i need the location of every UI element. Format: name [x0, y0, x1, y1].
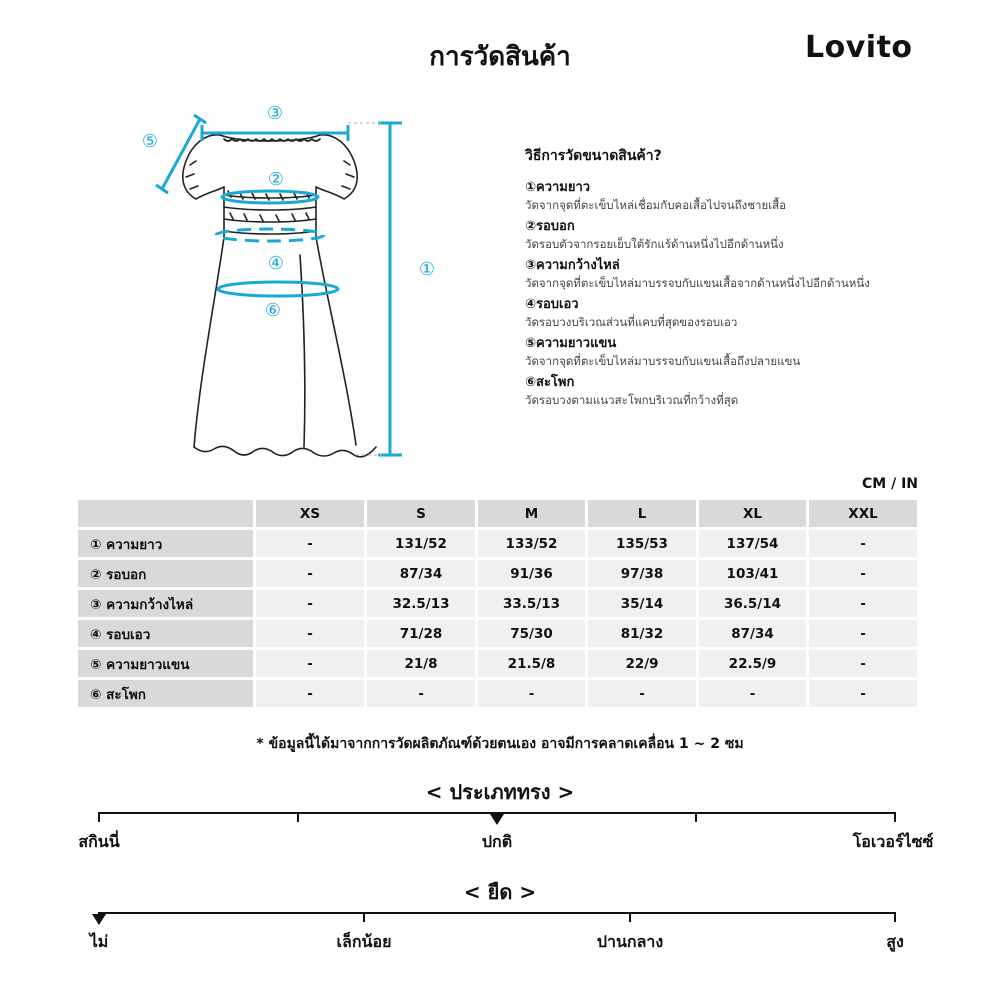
fit-scale-line [98, 812, 896, 814]
guide-item-desc: วัดรอบวงตามแนวสะโพกบริเวณที่กว้างที่สุด [525, 393, 739, 407]
guide-item-desc: วัดรอบวงบริเวณส่วนที่แคบที่สุดของรอบเอว [525, 315, 738, 329]
table-cell: - [809, 560, 917, 587]
column-header: S [367, 500, 475, 527]
fit-label-regular: ปกติ [481, 832, 513, 851]
table-cell: 87/34 [367, 560, 475, 587]
marker-shoulder: ③ [266, 103, 284, 124]
guide-item-heading: ②รอบอก [525, 219, 575, 234]
table-cell: - [588, 680, 696, 707]
table-row [78, 620, 917, 647]
guide-item [525, 296, 965, 331]
guide-item-heading: ③ความกว้างไหล่ [525, 258, 620, 273]
table-cell: - [809, 620, 917, 647]
guide-item-heading: ⑤ความยาวแขน [525, 336, 617, 351]
table-cell: 87/34 [699, 620, 806, 647]
stretch-label-high: สูง [886, 932, 904, 951]
row-label: ① ความยาว [78, 530, 253, 557]
guide-item [525, 335, 965, 370]
table-cell: 103/41 [699, 560, 806, 587]
scale-tick [297, 812, 299, 822]
row-label: ④ รอบเอว [78, 620, 253, 647]
table-cell: 32.5/13 [367, 590, 475, 617]
measurement-guide [525, 145, 965, 413]
table-cell: 133/52 [478, 530, 585, 557]
table-row [78, 530, 917, 557]
scale-tick [894, 912, 896, 922]
guide-item-heading: ④รอบเอว [525, 297, 579, 312]
table-row [78, 650, 917, 677]
dress-illustration [120, 95, 460, 475]
guide-item [525, 374, 965, 409]
table-cell: - [809, 650, 917, 677]
column-header: XL [699, 500, 806, 527]
table-cell: 135/53 [588, 530, 696, 557]
row-label: ⑥ สะโพก [78, 680, 253, 707]
scale-tick [98, 912, 100, 922]
table-cell: - [809, 590, 917, 617]
table-cell: - [809, 530, 917, 557]
stretch-label-none: ไม่ [89, 932, 109, 951]
guide-item-heading: ①ความยาว [525, 180, 591, 195]
guide-item-heading: ⑥สะโพก [525, 375, 575, 390]
guide-title: วิธีการวัดขนาดสินค้า? [525, 148, 662, 164]
stretch-label-medium: ปานกลาง [596, 932, 664, 951]
marker-sleeve: ⑤ [141, 131, 159, 152]
dress-outline-icon [120, 95, 460, 475]
stretch-label-slight: เล็กน้อย [336, 932, 392, 951]
row-label: ③ ความกว้างไหล่ [78, 590, 253, 617]
scale-tick [695, 812, 697, 822]
column-header: L [588, 500, 696, 527]
table-row [78, 560, 917, 587]
table-cell: 35/14 [588, 590, 696, 617]
marker-length: ① [418, 259, 436, 280]
page-title: การวัดสินค้า [429, 42, 571, 72]
table-cell: 91/36 [478, 560, 585, 587]
table-cell: - [809, 680, 917, 707]
scale-tick [629, 912, 631, 922]
column-header: M [478, 500, 585, 527]
table-cell: 137/54 [699, 530, 806, 557]
table-corner-cell [78, 500, 253, 527]
table-cell: - [256, 650, 364, 677]
guide-item-desc: วัดจากจุดที่ตะเข็บไหล่มาบรรจบกับแขนเสื้อจากด้านหนึ่งไปอีกด้านหนึ่ง [525, 276, 870, 290]
stretch-scale-line [98, 912, 896, 914]
table-header-row [78, 500, 917, 527]
scale-pointer-icon [490, 814, 504, 825]
table-cell: 81/32 [588, 620, 696, 647]
unit-label: CM / IN [862, 476, 918, 492]
column-header: XS [256, 500, 364, 527]
table-cell: - [367, 680, 475, 707]
guide-item-desc: วัดจากจุดที่ตะเข็บไหล่มาบรรจบกับแขนเสื้อถึงปลายแขน [525, 354, 801, 368]
brand-logo: Lovito [805, 30, 913, 65]
column-header: XXL [809, 500, 917, 527]
guide-item-desc: วัดจากจุดที่ตะเข็บไหล่เชื่อมกับคอเสื้อไปจนถึงชายเสื้อ [525, 198, 787, 212]
table-cell: - [256, 530, 364, 557]
guide-item [525, 179, 965, 214]
table-row [78, 680, 917, 707]
scale-tick [98, 812, 100, 822]
guide-item-desc: วัดรอบตัวจากรอยเย็บใต้รักแร้ด้านหนึ่งไปอีกด้านหนึ่ง [525, 237, 784, 251]
table-cell: - [256, 590, 364, 617]
table-cell: 131/52 [367, 530, 475, 557]
marker-bust: ② [267, 169, 285, 190]
fit-label-skinny: สกินนี่ [78, 832, 120, 851]
table-cell: - [699, 680, 806, 707]
table-cell: - [256, 680, 364, 707]
table-cell: 21.5/8 [478, 650, 585, 677]
table-cell: - [256, 620, 364, 647]
guide-item [525, 218, 965, 253]
marker-waist: ④ [267, 253, 285, 274]
scale-tick [363, 912, 365, 922]
table-cell: 71/28 [367, 620, 475, 647]
table-cell: 21/8 [367, 650, 475, 677]
table-cell: 36.5/14 [699, 590, 806, 617]
disclaimer-note: * ข้อมูลนี้ได้มาจากการวัดผลิตภัณฑ์ด้วยตนเอง อาจมีการคลาดเคลื่อน 1 ~ 2 ซม [256, 736, 744, 752]
table-cell: - [478, 680, 585, 707]
fit-label-oversize: โอเวอร์ไซซ์ [852, 832, 934, 851]
size-table [75, 497, 920, 710]
scale-pointer-icon [92, 914, 106, 925]
row-label: ② รอบอก [78, 560, 253, 587]
marker-hip: ⑥ [264, 300, 282, 321]
stretch-scale-title: < ยืด > [463, 880, 537, 904]
fit-scale-title: < ประเภททรง > [425, 780, 575, 804]
row-label: ⑤ ความยาวแขน [78, 650, 253, 677]
guide-item [525, 257, 965, 292]
table-cell: 22.5/9 [699, 650, 806, 677]
table-cell: 75/30 [478, 620, 585, 647]
table-cell: 22/9 [588, 650, 696, 677]
table-row [78, 590, 917, 617]
table-cell: - [256, 560, 364, 587]
scale-tick [894, 812, 896, 822]
table-cell: 97/38 [588, 560, 696, 587]
table-cell: 33.5/13 [478, 590, 585, 617]
